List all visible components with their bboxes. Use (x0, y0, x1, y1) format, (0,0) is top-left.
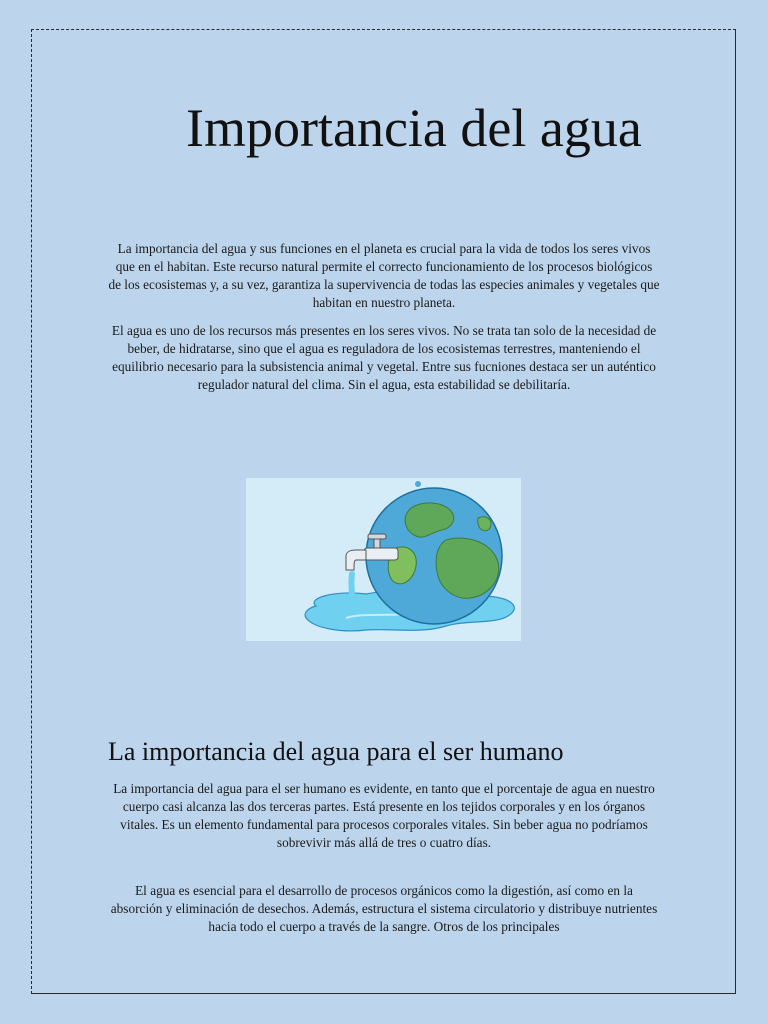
intro-paragraph-1: La importancia del agua y sus funciones en el planeta es crucial para la vida de todos los seres vivos que en el habitan. Este recurso natural permite el correcto funcionamiento de los procesos biológicos de los ecosistemas y, a su vez, garantiza la supervivencia de todas las especies animales y vegetales que habitan en nuestro planeta. (108, 241, 660, 310)
section-heading: La importancia del agua para el ser humano (108, 737, 564, 766)
document-title: Importancia del agua (186, 98, 642, 158)
globe-faucet-image (246, 478, 521, 641)
section-paragraph-2: El agua es esencial para el desarrollo de procesos orgánicos como la digestión, así como en la absorción y eliminación de desechos. Además, estructura el sistema circulatorio y distribuye nutrientes hacia todo el cuerpo a través de la sangre. Otros de los principales (110, 883, 658, 934)
intro-paragraph-2: El agua es uno de los recursos más presentes en los seres vivos. No se trata tan solo de la necesidad de beber, de hidratarse, sino que el agua es reguladora de los ecosistemas terrestres, manteniendo el equilibrio necesario para la subsistencia animal y vegetal. Entre sus fucniones destaca ser un auténtico regulador natural del clima. Sin el agua, esta estabilidad se debilitaría. (111, 323, 657, 392)
section-paragraph-1: La importancia del agua para el ser humano es evidente, en tanto que el porcentaje de agua en nuestro cuerpo casi alcanza las dos terceras partes. Está presente en los tejidos corporales y en los órganos vitales. Es un elemento fundamental para procesos corporales vitales. Sin beber agua no podríamos sobrevivir más allá de tres o cuatro días. (113, 781, 655, 850)
globe-faucet-water-icon (246, 478, 521, 641)
